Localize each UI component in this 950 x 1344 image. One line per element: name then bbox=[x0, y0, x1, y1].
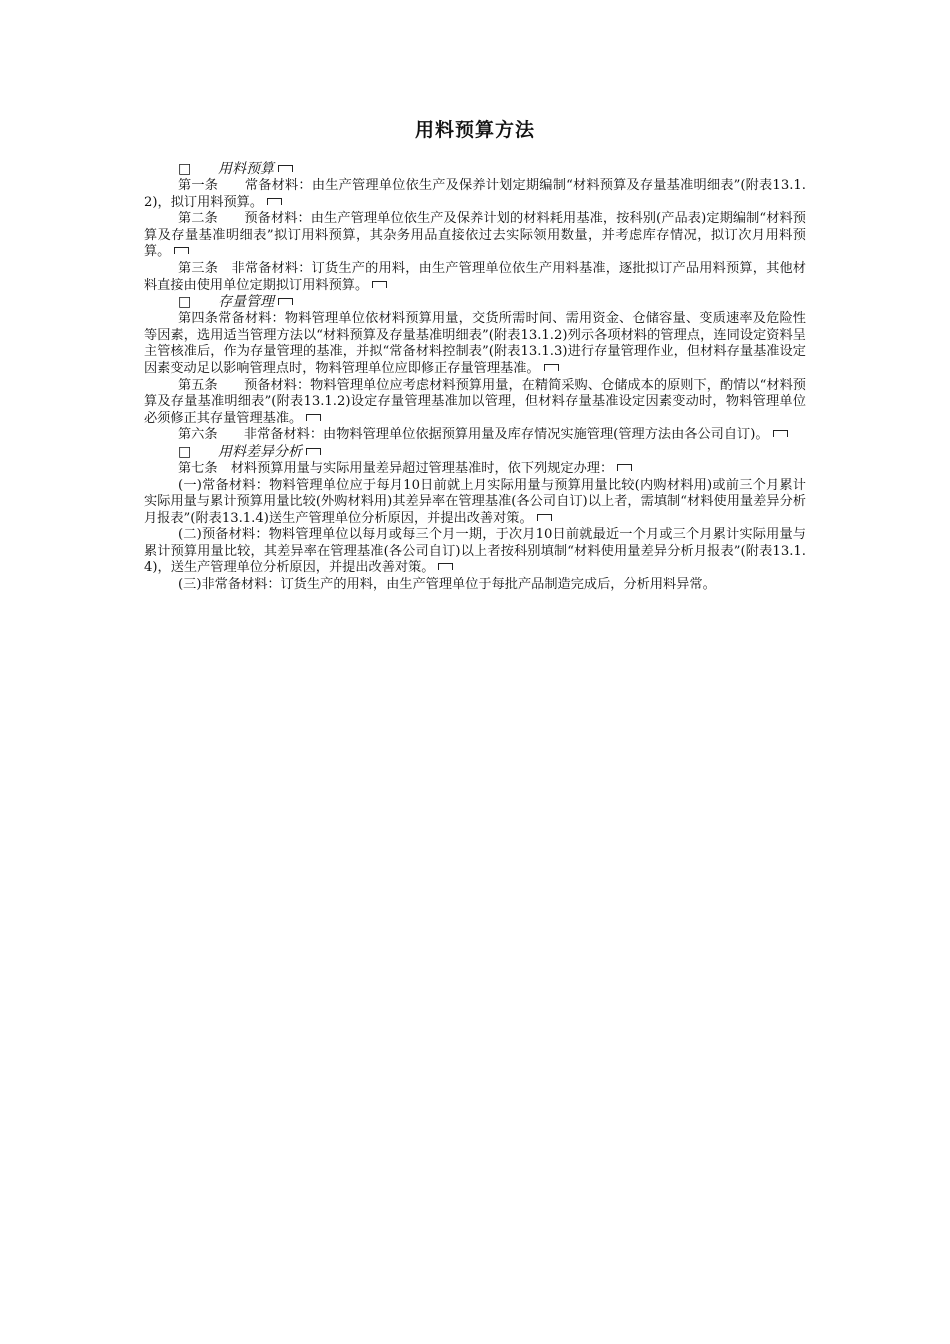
paragraph-mark-icon bbox=[306, 448, 321, 455]
checkbox-bullet-icon: □ bbox=[178, 294, 192, 311]
article-2: 第二条 预备材料：由生产管理单位依生产及保养计划的材料耗用基准，按科别(产品表)定期编制“材料预算及存量基准明细表”拟订用料预算，其杂务用品直接依过去实际领用数量，并考虑库存情况，拟订次月用料预算。 bbox=[144, 211, 806, 260]
section-heading-inventory-management bbox=[144, 294, 806, 311]
paragraph-mark-icon bbox=[278, 165, 293, 172]
paragraph-mark-icon bbox=[372, 281, 387, 288]
article-7: 第七条 材料预算用量与实际用量差异超过管理基准时，依下列规定办理： bbox=[144, 461, 806, 478]
paragraph-mark-icon bbox=[544, 364, 559, 371]
paragraph-mark-icon bbox=[537, 514, 552, 521]
document-page bbox=[144, 115, 806, 594]
article-1: 第一条 常备材料：由生产管理单位依生产及保养计划定期编制“材料预算及存量基准明细表”(附表13.1.2)，拟订用料预算。 bbox=[144, 178, 806, 210]
paragraph-mark-icon bbox=[267, 198, 282, 205]
section-heading-variance-analysis bbox=[144, 444, 806, 461]
section-heading-material-budget bbox=[144, 161, 806, 178]
paragraph-mark-icon bbox=[438, 563, 453, 570]
paragraph-mark-icon bbox=[306, 414, 321, 421]
paragraph-mark-icon bbox=[278, 298, 293, 305]
checkbox-bullet-icon: □ bbox=[178, 443, 192, 460]
section-heading-text: 用料预算 bbox=[218, 161, 274, 177]
document-title: 用料预算方法 bbox=[414, 119, 535, 141]
paragraph-mark-icon bbox=[773, 430, 788, 437]
paragraph-mark-icon bbox=[617, 464, 632, 471]
section-heading-text: 用料差异分析 bbox=[218, 443, 302, 460]
checkbox-bullet-icon: □ bbox=[178, 161, 192, 177]
article-3: 第三条 非常备材料：订货生产的用料，由生产管理单位依生产用料基准，逐批拟订产品用料预算，其他材料直接由使用单位定期拟订用料预算。 bbox=[144, 260, 806, 293]
article-6: 第六条 非常备材料：由物料管理单位依据预算用量及库存情况实施管理(管理方法由各公司自订)。 bbox=[144, 427, 806, 444]
paragraph-mark-icon bbox=[174, 247, 189, 254]
item-nonregular-materials: (三)非常备材料：订货生产的用料，由生产管理单位于每批产品制造完成后，分析用料异常。 bbox=[178, 577, 716, 593]
item-regular-materials: (一)常备材料：物料管理单位应于每月10日前就上月实际用量与预算用量比较(内购材料用)或前三个月累计实际用量与累计预算用量比较(外购材料用)其差异率在管理基准(各公司自订)以上者，需填制“材料使用量差异分析月报表”(附表13.1.4)送生产管理单位分析原因，并提出改善对策。 bbox=[144, 477, 806, 526]
section-heading-text: 存量管理 bbox=[218, 294, 274, 311]
item-reserve-materials: (二)预备材料：物料管理单位以每月或每三个月一期，于次月10日前就最近一个月或三个月累计实际用量与累计预算用量比较，其差异率在管理基准(各公司自订)以上者按科别填制“材料使用量差异分析月报表”(附表13.1.4)，送生产管理单位分析原因，并提出改善对策。 bbox=[144, 527, 806, 576]
article-5: 第五条 预备材料：物料管理单位应考虑材料预算用量，在精简采购、仓储成本的原则下，酌情以“材料预算及存量基准明细表”(附表13.1.2)设定存量管理基准加以管理，但材料存量基准设定因素变动时，物料管理单位必须修正其存量管理基准。 bbox=[144, 377, 806, 426]
article-4: 第四条常备材料：物料管理单位依材料预算用量，交货所需时间、需用资金、仓储容量、变质速率及危险性等因素，选用适当管理方法以“材料预算及存量基准明细表”(附表13.1.2)列示各项材料的管理点，连同设定资料呈主管核准后，作为存量管理的基准，并拟“常备材料控制表”(附表13.1.3)进行存量管理作业，但材料存量基准设定因素变动足以影响管理点时，物料管理单位应即修正存量管理基准。 bbox=[144, 311, 806, 376]
